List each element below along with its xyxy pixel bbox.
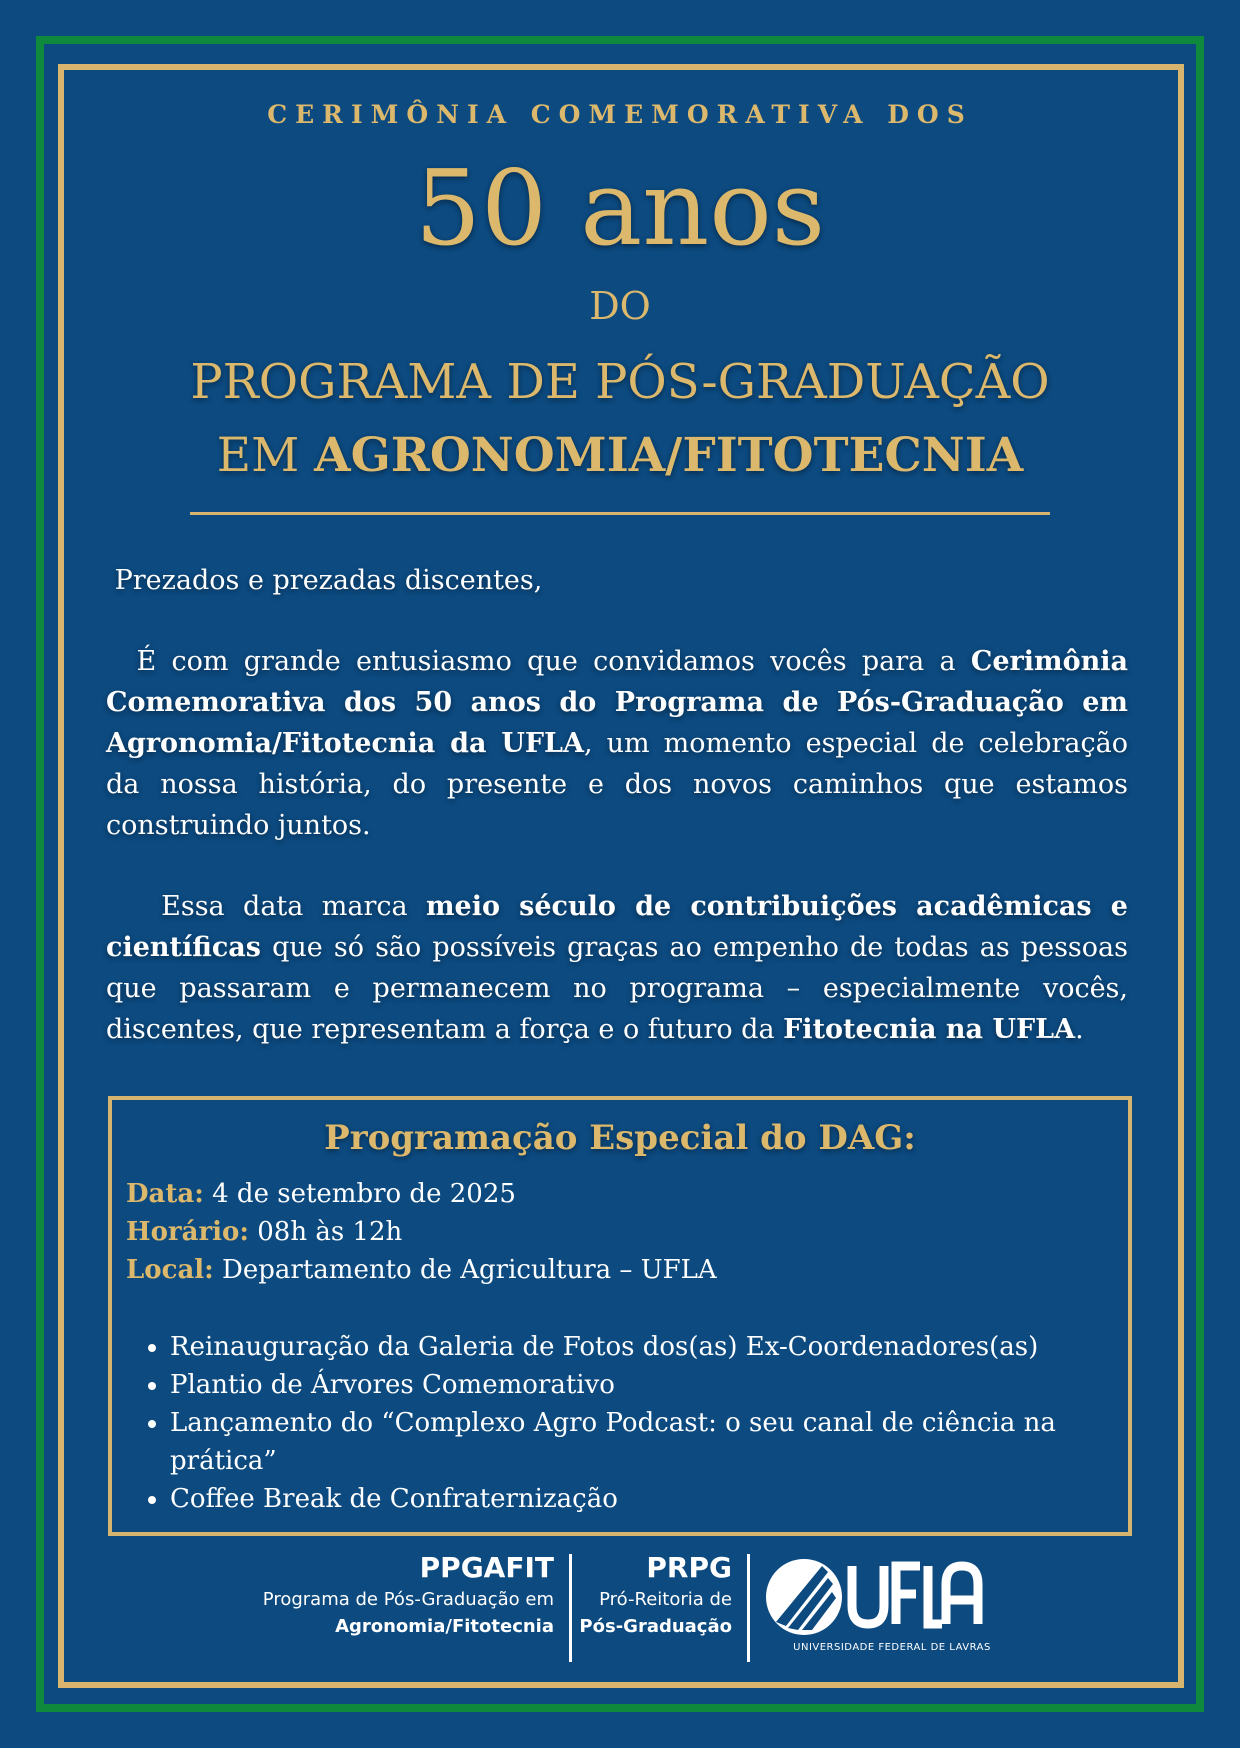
program-title-bold: AGRONOMIA/FITOTECNIA (314, 428, 1024, 483)
letter-paragraph-1 (106, 641, 1128, 846)
place-value: Departamento de Agricultura – UFLA (222, 1255, 717, 1285)
letter-paragraph-2 (106, 886, 1128, 1050)
prpg-line2: Pós-Graduação (579, 1616, 732, 1637)
header-connector: DO (589, 284, 651, 328)
p1-bold: Cerimônia Comemorativa dos 50 anos do Programa de Pós-Graduação em Agronomia/Fitotecnia da UFLA (106, 646, 1128, 759)
header-kicker: CERIMÔNIA COMEMORATIVA DOS (267, 100, 973, 129)
letter-greeting (106, 560, 1128, 601)
place-label: Local: (126, 1255, 214, 1285)
time-label: Horário: (126, 1217, 249, 1247)
p2-text-b: que só são possíveis graças ao empenho de todas as pessoas que passaram e permanecem no programa – especialmente vocês, discentes, que representam a força e o futuro da (106, 932, 1128, 1045)
prpg-line1: Pró-Reitoria de (599, 1589, 732, 1610)
footer-separator (747, 1554, 750, 1662)
event-item: Plantio de Árvores Comemorativo (140, 1366, 1110, 1404)
p1-text-a: É com grande entusiasmo que convidamos vocês para a (136, 646, 956, 677)
program-title-prefix: EM (216, 428, 300, 483)
p2-bold-1: meio século de contribuições acadêmicas e científicas (106, 891, 1128, 963)
schedule-box (108, 1096, 1132, 1536)
event-item: Coffee Break de Confraternização (140, 1480, 1110, 1518)
prpg-title: PRPG (646, 1551, 732, 1584)
header-divider (190, 512, 1050, 515)
ppgafit-line2: Agronomia/Fitotecnia (335, 1616, 554, 1637)
ppgafit-title: PPGAFIT (419, 1551, 554, 1584)
header-big-title: 50 anos (414, 147, 826, 269)
p1-text-b: , um momento especial de celebração da nossa história, do presente e dos novos caminhos que estamos construindo juntos. (106, 728, 1128, 841)
program-title-line2 (0, 426, 1240, 486)
ufla-logo (762, 1550, 992, 1660)
p2-text-a: Essa data marca (161, 891, 408, 922)
prpg-block (572, 1550, 732, 1640)
p2-end: . (1075, 1014, 1084, 1045)
event-item: Reinauguração da Galeria de Fotos dos(as) Ex-Coordenadores(as) (140, 1328, 1110, 1366)
event-item: Lançamento do “Complexo Agro Podcast: o seu canal de ciência na prática” (140, 1404, 1110, 1480)
program-title-line1: PROGRAMA DE PÓS-GRADUAÇÃO (190, 354, 1050, 410)
ufla-logo-icon (762, 1550, 992, 1645)
schedule-place (126, 1251, 717, 1289)
p2-bold-2: Fitotecnia na UFLA (783, 1014, 1076, 1045)
footer (0, 1550, 1240, 1670)
ppgafit-block (214, 1550, 554, 1640)
schedule-title: Programação Especial do DAG: (324, 1118, 916, 1158)
schedule-date (126, 1175, 516, 1213)
event-list (140, 1328, 1110, 1518)
date-label: Data: (126, 1179, 204, 1209)
time-value: 08h às 12h (257, 1217, 403, 1247)
ufla-caption: UNIVERSIDADE FEDERAL DE LAVRAS (793, 1642, 991, 1653)
greeting-text: Prezados e prezadas discentes, (114, 565, 543, 596)
date-value: 4 de setembro de 2025 (212, 1179, 516, 1209)
ppgafit-line1: Programa de Pós-Graduação em (262, 1589, 554, 1610)
schedule-time (126, 1213, 402, 1251)
